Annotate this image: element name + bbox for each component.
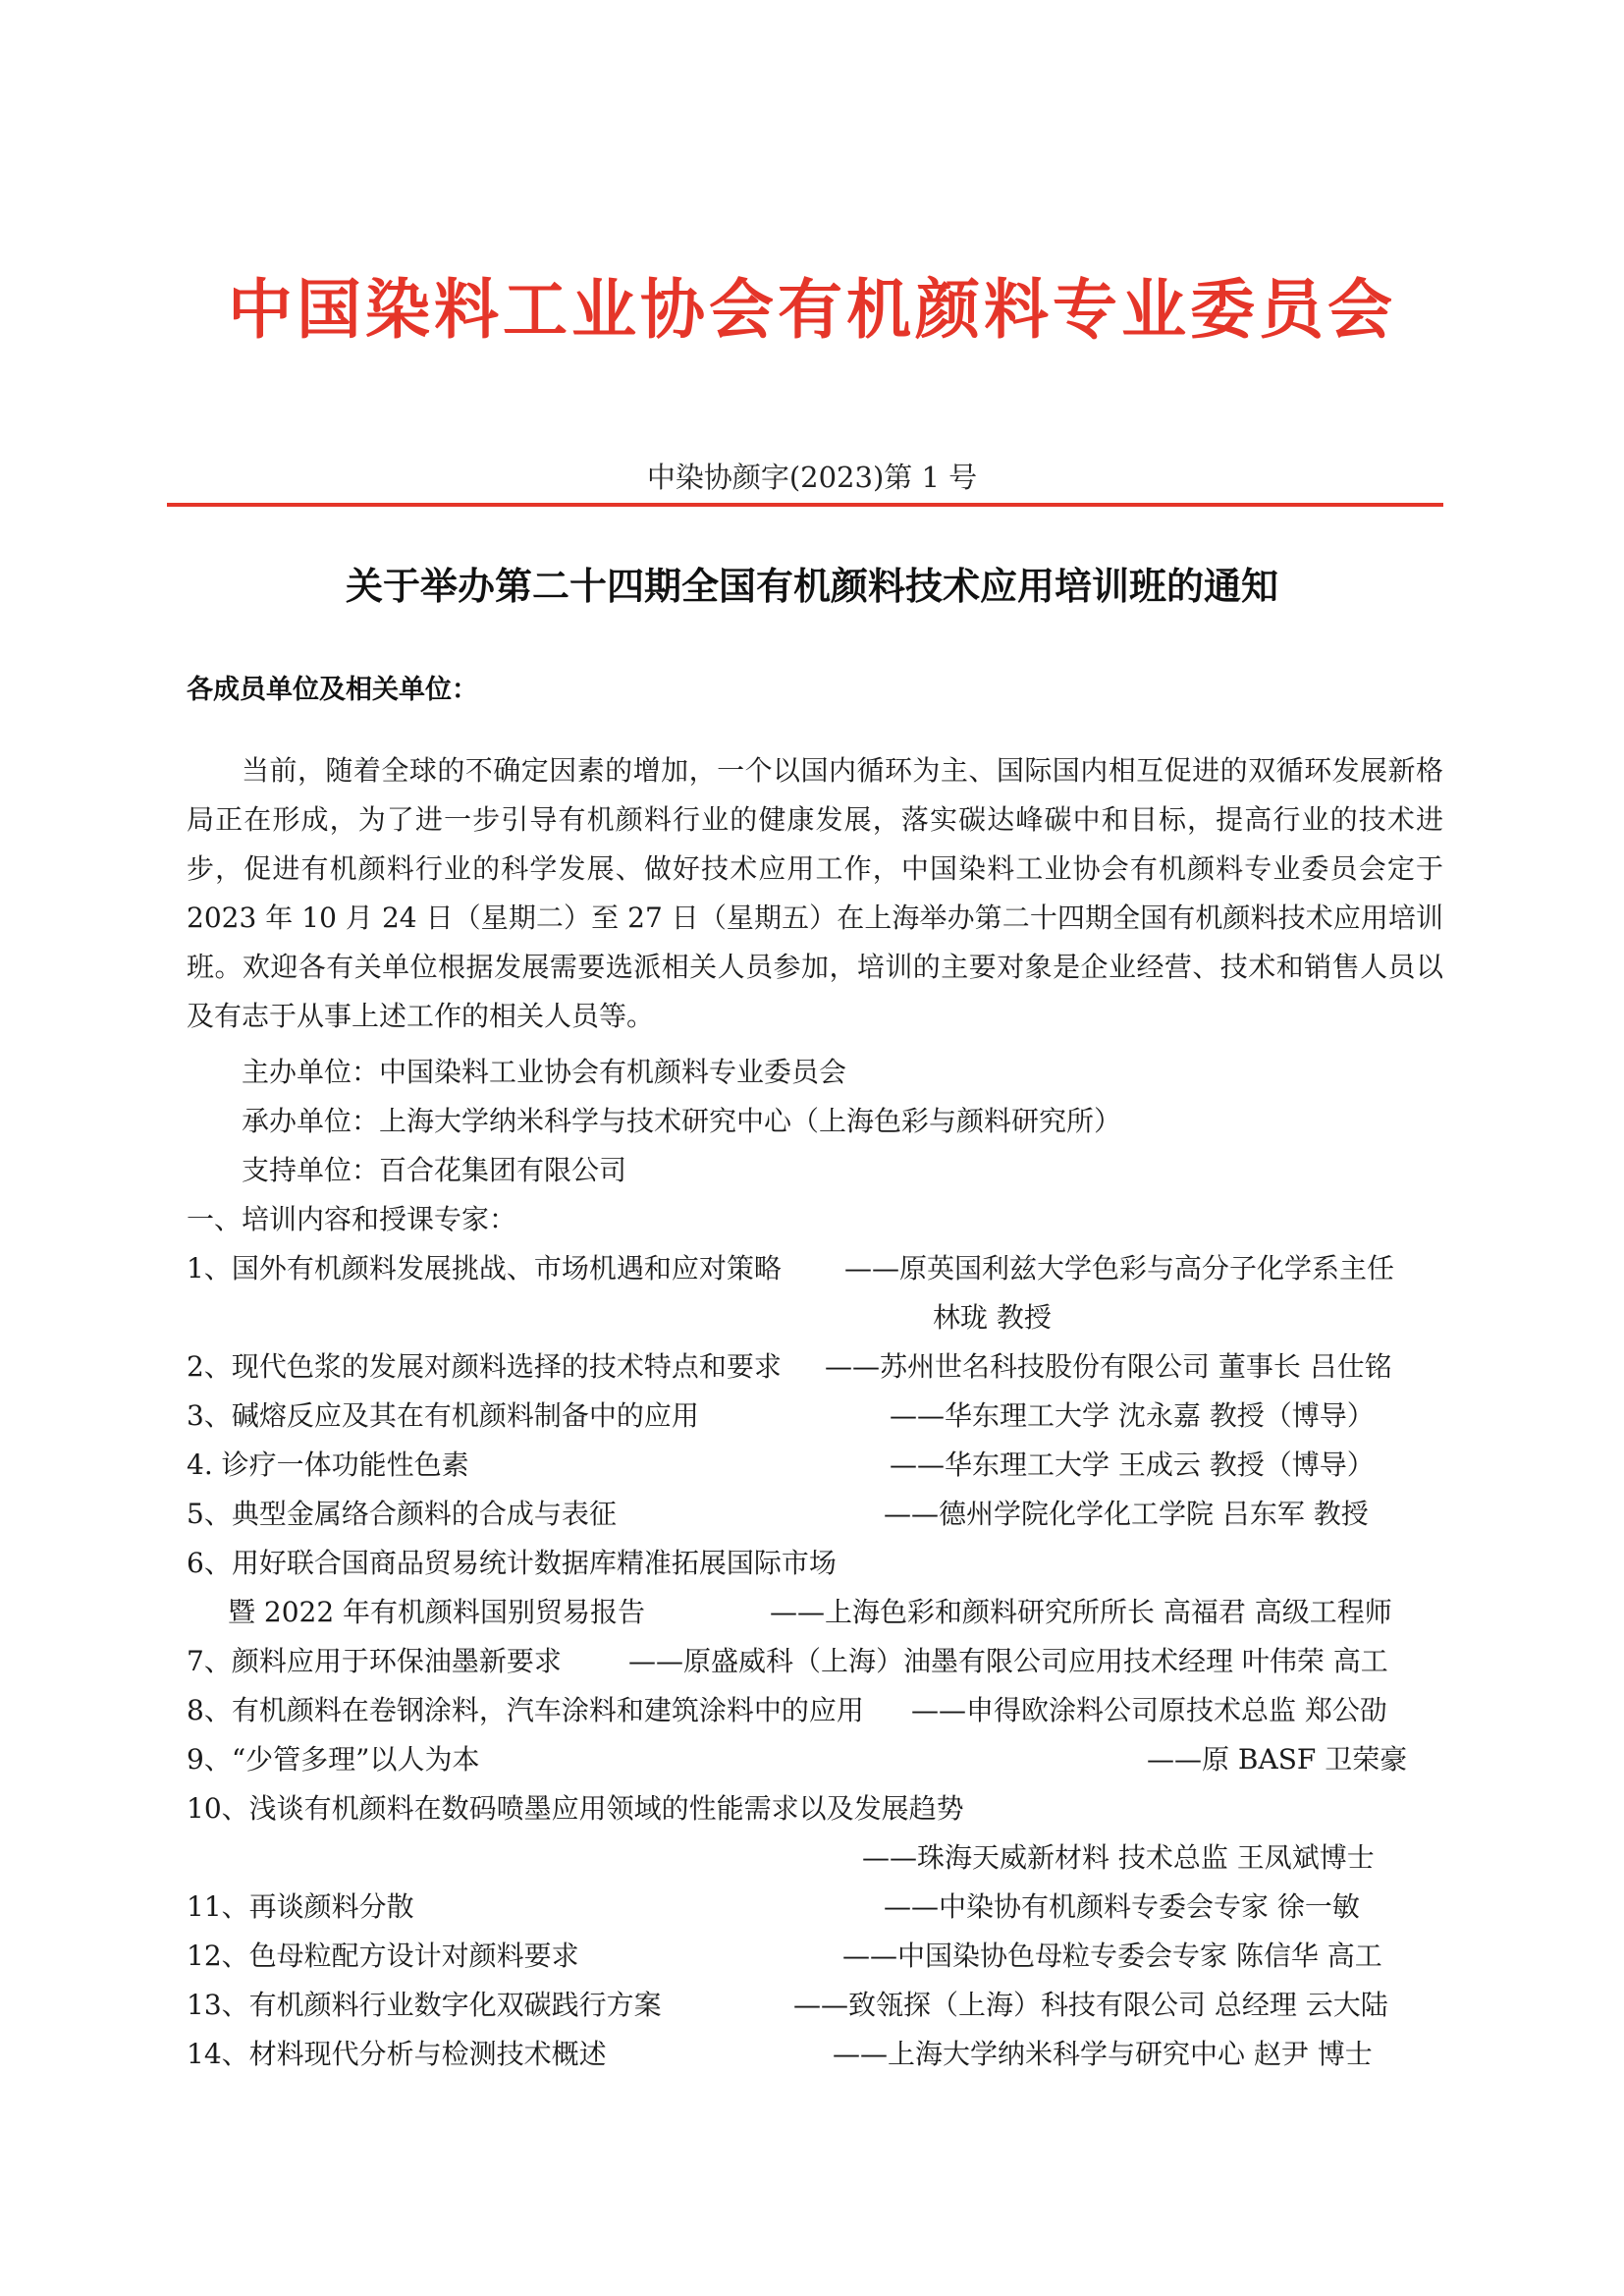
supporter-unit: 支持单位：百合花集团有限公司 — [242, 1154, 627, 1186]
red-divider — [167, 503, 1443, 507]
topic-7-speaker: ——原盛威科（上海）油墨有限公司应用技术经理 叶伟荣 高工 — [628, 1645, 1388, 1677]
topic-4-title: 4. 诊疗一体功能性色素 — [187, 1449, 469, 1481]
topic-6-title: 6、用好联合国商品贸易统计数据库精准拓展国际市场 — [187, 1547, 837, 1579]
topic-3-speaker: ——华东理工大学 沈永嘉 教授（博导） — [890, 1399, 1375, 1432]
topic-14-speaker: ——上海大学纳米科学与研究中心 赵尹 博士 — [833, 2038, 1373, 2070]
topic-5-speaker: ——德州学院化学化工学院 吕东军 教授 — [884, 1498, 1369, 1530]
topic-11-title: 11、再谈颜料分散 — [187, 1890, 414, 1923]
salutation: 各成员单位及相关单位： — [187, 675, 478, 705]
topic-9-speaker: ——原 BASF 卫荣豪 — [1147, 1743, 1408, 1776]
topic-11-speaker: ——中染协有机颜料专委会专家 徐一敏 — [884, 1890, 1360, 1923]
notice-title: 关于举办第二十四期全国有机颜料技术应用培训班的通知 — [345, 565, 1278, 608]
host-unit: 主办单位：中国染料工业协会有机颜料专业委员会 — [242, 1056, 847, 1088]
organizer-unit: 承办单位：上海大学纳米科学与技术研究中心（上海色彩与颜料研究所） — [242, 1105, 1122, 1137]
topic-1-speaker: ——原英国利兹大学色彩与高分子化学系主任 — [844, 1252, 1395, 1285]
document-number: 中染协颜字(2023)第 1 号 — [646, 461, 978, 494]
topic-10-speaker: ——珠海天威新材料 技术总监 王凤斌博士 — [862, 1841, 1375, 1874]
topic-12-title: 12、色母粒配方设计对颜料要求 — [187, 1940, 579, 1972]
topic-13-title: 13、有机颜料行业数字化双碳践行方案 — [187, 1989, 662, 2021]
topic-12-speaker: ——中国染协色母粒专委会专家 陈信华 高工 — [842, 1940, 1382, 1972]
topic-2-speaker: ——苏州世名科技股份有限公司 董事长 吕仕铭 — [825, 1350, 1392, 1383]
topic-3-title: 3、碱熔反应及其在有机颜料制备中的应用 — [187, 1399, 699, 1432]
topic-13-speaker: ——致瓴探（上海）科技有限公司 总经理 云大陆 — [793, 1989, 1388, 2021]
topic-7-title: 7、颜料应用于环保油墨新要求 — [187, 1645, 562, 1677]
topic-8-speaker: ——申得欧涂料公司原技术总监 郑公劭 — [911, 1694, 1387, 1726]
topic-5-title: 5、典型金属络合颜料的合成与表征 — [187, 1498, 617, 1530]
intro-paragraph: 当前，随着全球的不确定因素的增加，一个以国内循环为主、国际国内相互促进的双循环发展新格局正在形成，为了进一步引导有机颜料行业的健康发展，落实碳达峰碳中和目标，提高行业的技术进步，促进有机颜料行业的科学发展、做好技术应用工作，中国染料工业协会有机颜料专业委员会定于 2023 年 10 月 24 日（星期二）至 27 日（星期五）在上海举办第二十四期全国有机颜料技术应用培训班。欢迎各有关单位根据发展需要选派相关人员参加，培训的主要对象是企业经营、技术和销售人员以及有志于从事上述工作的相关人员等。 — [187, 754, 1443, 1032]
topic-1-title: 1、国外有机颜料发展挑战、市场机遇和应对策略 — [187, 1252, 782, 1285]
topic-1-speaker-name: 林珑 教授 — [933, 1301, 1052, 1334]
topic-4-speaker: ——华东理工大学 王成云 教授（博导） — [890, 1449, 1375, 1481]
topic-6-subtitle: 暨 2022 年有机颜料国别贸易报告 — [228, 1596, 646, 1628]
org-name-heading: 中国染料工业协会有机颜料专业委员会 — [228, 272, 1396, 348]
topic-14-title: 14、材料现代分析与检测技术概述 — [187, 2038, 607, 2070]
topic-6-speaker: ——上海色彩和颜料研究所所长 高福君 高级工程师 — [770, 1596, 1392, 1628]
topic-9-title: 9、“少管多理”以人为本 — [187, 1743, 480, 1776]
section-heading: 一、培训内容和授课专家： — [187, 1203, 517, 1235]
topic-10-title: 10、浅谈有机颜料在数码喷墨应用领域的性能需求以及发展趋势 — [187, 1792, 964, 1825]
topic-8-title: 8、有机颜料在卷钢涂料，汽车涂料和建筑涂料中的应用 — [187, 1694, 864, 1726]
topic-2-title: 2、现代色浆的发展对颜料选择的技术特点和要求 — [187, 1350, 782, 1383]
